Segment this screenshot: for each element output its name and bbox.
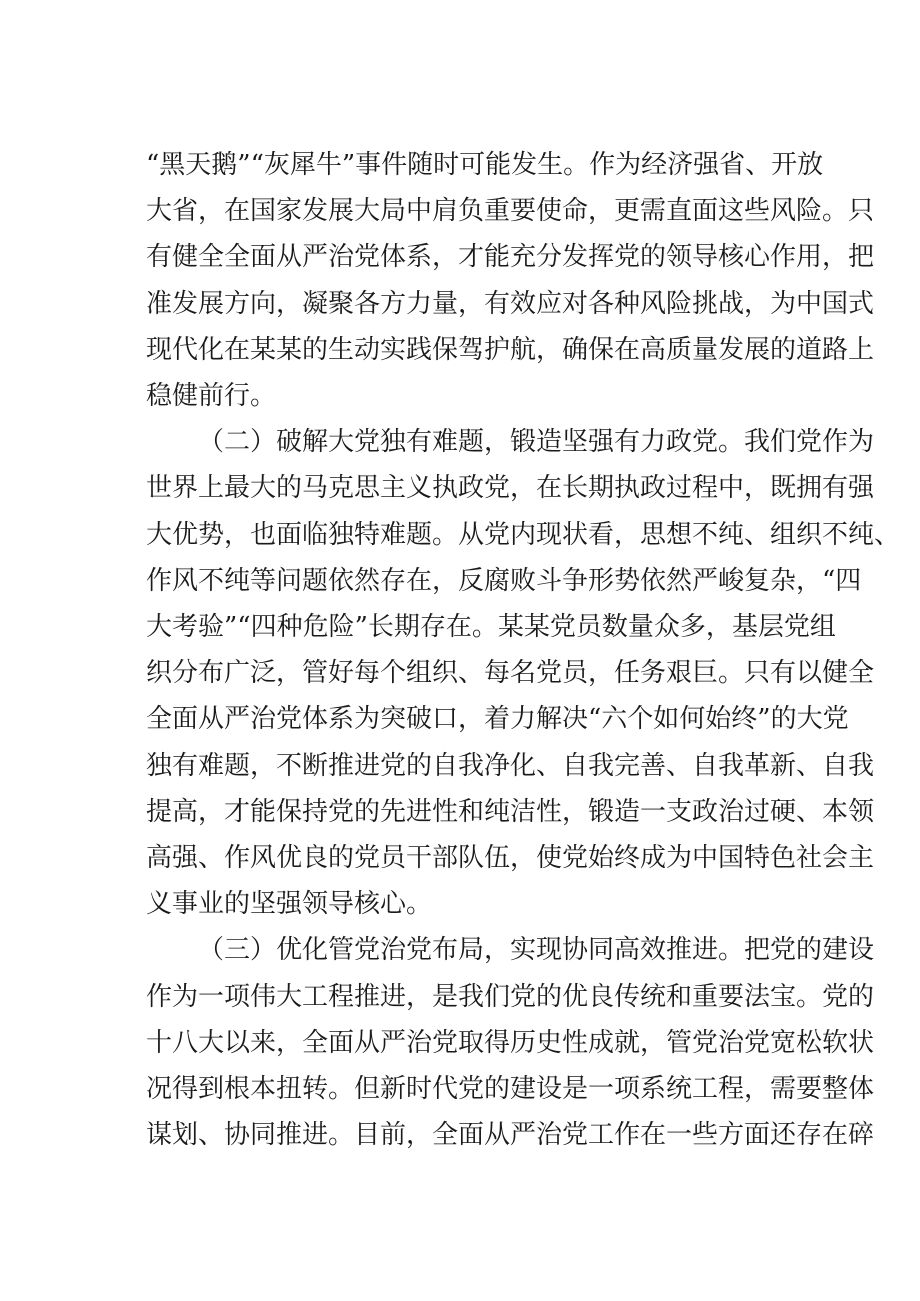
text-line: 大优势，也面临独特难题。从党内现状看，思想不纯、组织不纯、: [146, 519, 901, 550]
text-line: 高强、作风优良的党员干部队伍，使党始终成为中国特色社会主: [146, 843, 875, 874]
text-line: 有健全全面从严治党体系，才能充分发挥党的领导核心作用，把: [146, 242, 875, 273]
text-line: 大省，在国家发展大局中肩负重要使命，更需直面这些风险。只: [146, 196, 875, 227]
text-line: （二）破解大党独有难题，锻造坚强有力政党。我们党作为: [198, 427, 875, 458]
text-line: “黑天鹅”“灰犀牛”事件随时可能发生。作为经济强省、开放: [146, 150, 824, 180]
text-line: 现代化在某某的生动实践保驾护航，确保在高质量发展的道路上: [146, 334, 875, 365]
paragraph-continuation: [146, 142, 875, 419]
text-line: 稳健前行。: [146, 381, 277, 412]
text-line: 织分布广泛，管好每个组织、每名党员，任务艰巨。只有以健全: [146, 658, 875, 689]
paragraph-section-two: [146, 419, 901, 927]
text-line: 作为一项伟大工程推进，是我们党的优良传统和重要法宝。党的: [146, 981, 875, 1012]
text-line: 准发展方向，凝聚各方力量，有效应对各种风险挑战，为中国式: [146, 288, 875, 319]
text-line: 提高，才能保持党的先进性和纯洁性，锻造一支政治过硬、本领: [146, 796, 875, 827]
text-line: 义事业的坚强领导核心。: [146, 889, 433, 920]
text-line: （三）优化管党治党布局，实现协同高效推进。把党的建设: [198, 935, 875, 966]
text-line: 世界上最大的马克思主义执政党，在长期执政过程中，既拥有强: [146, 473, 875, 504]
text-line: 大考验”“四种危险”长期存在。某某党员数量众多，基层党组: [146, 612, 836, 643]
text-line: 独有难题，不断推进党的自我净化、自我完善、自我革新、自我: [146, 750, 875, 781]
document-body: [146, 142, 901, 1158]
text-line: 全面从严治党体系为突破口，着力解决“六个如何始终”的大党: [146, 704, 849, 735]
text-line: 十八大以来，全面从严治党取得历史性成就，管党治党宽松软状: [146, 1027, 875, 1058]
paragraph-section-three: [146, 927, 875, 1158]
text-line: 作风不纯等问题依然存在，反腐败斗争形势依然严峻复杂，“四: [146, 565, 862, 596]
text-line: 况得到根本扭转。但新时代党的建设是一项系统工程，需要整体: [146, 1074, 875, 1105]
text-line: 谋划、协同推进。目前，全面从严治党工作在一些方面还存在碎: [146, 1120, 875, 1151]
